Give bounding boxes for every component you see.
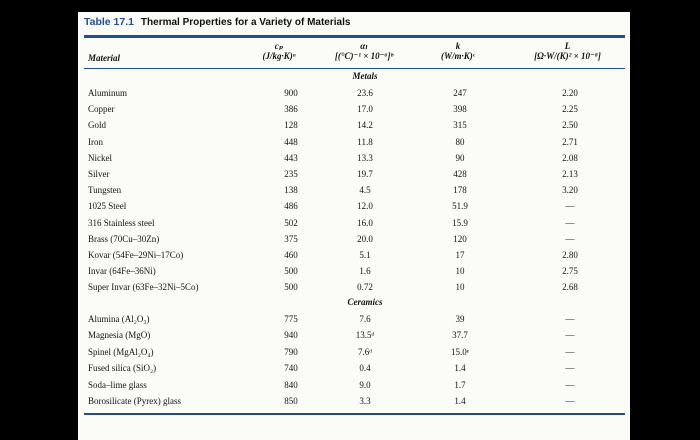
material-cell: Kovar (54Fe–29Ni–17Co): [88, 250, 184, 260]
material-cell: Iron: [88, 136, 103, 147]
header-k: [425, 41, 491, 61]
L-cell: 2.13: [562, 169, 578, 179]
material-cell: 316 Stainless steel: [88, 217, 155, 228]
L-cell: —: [565, 330, 575, 341]
table-row: [84, 232, 625, 247]
L-cell: 2.80: [562, 250, 578, 260]
k-cell: 1.4: [454, 396, 466, 406]
bottom-rule: [84, 413, 625, 415]
material-cell: 1025 Steel: [88, 201, 127, 212]
header-alpha: [320, 41, 408, 61]
table-row: [84, 280, 625, 295]
material-cell: Nickel: [88, 152, 112, 163]
L-cell: —: [565, 346, 575, 357]
alpha-cell: 0.4: [359, 363, 371, 374]
header-cp-unit: (J/kg·K)ᵃ: [262, 51, 296, 61]
L-cell: —: [565, 363, 575, 374]
alpha-cell: 12.0: [357, 201, 373, 212]
material-cell: Borosilicate (Pyrex) glass: [88, 396, 181, 406]
alpha-cell: 11.8: [357, 136, 373, 147]
table-caption: Thermal Properties for a Variety of Materials: [140, 17, 351, 28]
k-cell: 120: [453, 233, 467, 244]
table-title: [84, 16, 350, 28]
material-cell: Fused silica (SiO₂): [88, 363, 157, 374]
alpha-cell: 7.6ᵈ: [357, 346, 373, 357]
cp-cell: 375: [284, 233, 298, 244]
header-cp: [247, 41, 311, 61]
L-cell: 2.50: [562, 120, 578, 131]
alpha-cell: 23.6: [357, 88, 373, 98]
alpha-cell: 7.6: [359, 314, 371, 324]
material-cell: Magnesia (MgO): [88, 330, 151, 341]
table-row: [84, 264, 625, 279]
alpha-cell: 14.2: [357, 120, 373, 131]
header-alpha-symbol: αₗ: [360, 41, 368, 51]
table-row: [84, 312, 625, 327]
k-cell: 37.7: [452, 330, 468, 341]
L-cell: 2.68: [562, 282, 578, 293]
table-row: [84, 135, 625, 150]
L-cell: —: [565, 217, 575, 228]
cp-cell: 128: [284, 120, 298, 131]
header-L-symbol: L: [564, 41, 571, 51]
material-cell: Invar (64Fe–36Ni): [88, 266, 156, 277]
table-row: [84, 394, 625, 409]
table-row: [84, 86, 625, 101]
k-cell: 1.4: [454, 363, 466, 374]
cp-cell: 940: [284, 330, 298, 341]
L-cell: 3.20: [562, 185, 578, 196]
L-cell: 2.08: [562, 152, 578, 163]
table-row: [84, 102, 625, 117]
top-rule: [84, 35, 625, 38]
alpha-cell: 0.72: [357, 282, 373, 293]
material-cell: Alumina (Al₂O₃): [88, 314, 150, 324]
cp-cell: 235: [284, 169, 298, 179]
k-cell: 80: [455, 136, 465, 147]
L-cell: 2.25: [562, 104, 578, 115]
header-k-symbol: k: [455, 41, 461, 51]
k-cell: 10: [455, 282, 465, 293]
k-cell: 315: [453, 120, 467, 131]
material-cell: Silver: [88, 169, 110, 179]
alpha-cell: 5.1: [359, 250, 371, 260]
header-cp-symbol: cₚ: [274, 41, 284, 51]
L-cell: 2.71: [562, 136, 578, 147]
cp-cell: 138: [284, 185, 298, 196]
L-cell: —: [565, 396, 575, 406]
cp-cell: 500: [284, 266, 298, 277]
alpha-cell: 13.5ᵈ: [355, 330, 375, 341]
header-rule: [84, 68, 625, 69]
alpha-cell: 20.0: [357, 233, 373, 244]
cp-cell: 448: [284, 136, 298, 147]
L-cell: —: [565, 314, 575, 324]
L-cell: —: [565, 379, 575, 390]
k-cell: 1.7: [454, 379, 466, 390]
header-k-unit: (W/m·K)ᶜ: [440, 51, 476, 61]
k-cell: 398: [453, 104, 467, 115]
cp-cell: 502: [284, 217, 298, 228]
section-ceramics: Ceramics: [347, 297, 383, 307]
header-alpha-unit: [(°C)⁻¹ × 10⁻⁶]ᵇ: [334, 51, 394, 61]
table-row: [84, 151, 625, 166]
cp-cell: 775: [284, 314, 298, 324]
cp-cell: 486: [284, 201, 298, 212]
L-cell: 2.20: [562, 88, 578, 98]
alpha-cell: 16.0: [357, 217, 373, 228]
material-cell: Brass (70Cu–30Zn): [88, 233, 160, 244]
table-row: [84, 361, 625, 376]
L-cell: —: [565, 201, 575, 212]
material-cell: Tungsten: [88, 185, 122, 196]
cp-cell: 840: [284, 379, 298, 390]
table-row: [84, 248, 625, 263]
k-cell: 428: [453, 169, 467, 179]
alpha-cell: 9.0: [359, 379, 371, 390]
cp-cell: 386: [284, 104, 298, 115]
material-cell: Aluminum: [88, 88, 128, 98]
alpha-cell: 17.0: [357, 104, 373, 115]
k-cell: 39: [455, 314, 465, 324]
k-cell: 15.0ᵉ: [450, 346, 470, 357]
table-row: [84, 345, 625, 360]
header-L: [510, 41, 625, 61]
k-cell: 178: [453, 185, 467, 196]
cp-cell: 740: [284, 363, 298, 374]
material-cell: Super Invar (63Fe–32Ni–5Co): [88, 282, 199, 293]
L-cell: 2.75: [562, 266, 578, 277]
k-cell: 15.9: [452, 217, 468, 228]
alpha-cell: 13.3: [357, 152, 373, 163]
alpha-cell: 4.5: [359, 185, 371, 196]
k-cell: 90: [455, 152, 465, 163]
cp-cell: 900: [284, 88, 298, 98]
k-cell: 10: [455, 266, 465, 277]
cp-cell: 500: [284, 282, 298, 293]
material-cell: Spinel (MgAl₂O₄): [88, 346, 154, 357]
material-cell: Gold: [88, 120, 106, 131]
alpha-cell: 1.6: [359, 266, 371, 277]
table-row: [84, 378, 625, 393]
material-cell: Copper: [88, 104, 115, 115]
table-row: [84, 167, 625, 182]
material-cell: Soda–lime glass: [88, 379, 147, 390]
cp-cell: 850: [284, 396, 298, 406]
k-cell: 17: [455, 250, 465, 260]
k-cell: 247: [453, 88, 467, 98]
alpha-cell: 3.3: [359, 396, 371, 406]
table-number: Table 17.1: [84, 16, 134, 28]
cp-cell: 443: [284, 152, 298, 163]
table-row: [84, 216, 625, 231]
cp-cell: 790: [284, 346, 298, 357]
table-row: [84, 199, 625, 214]
L-cell: —: [565, 233, 575, 244]
header-material: Material: [88, 53, 121, 63]
header-L-unit: [Ω·W/(K)² × 10⁻⁸]: [534, 51, 601, 61]
cp-cell: 460: [284, 250, 298, 260]
section-metals: Metals: [352, 71, 378, 81]
table-row: [84, 183, 625, 198]
alpha-cell: 19.7: [357, 169, 373, 179]
k-cell: 51.9: [452, 201, 468, 212]
table-row: [84, 328, 625, 343]
table-row: [84, 118, 625, 133]
